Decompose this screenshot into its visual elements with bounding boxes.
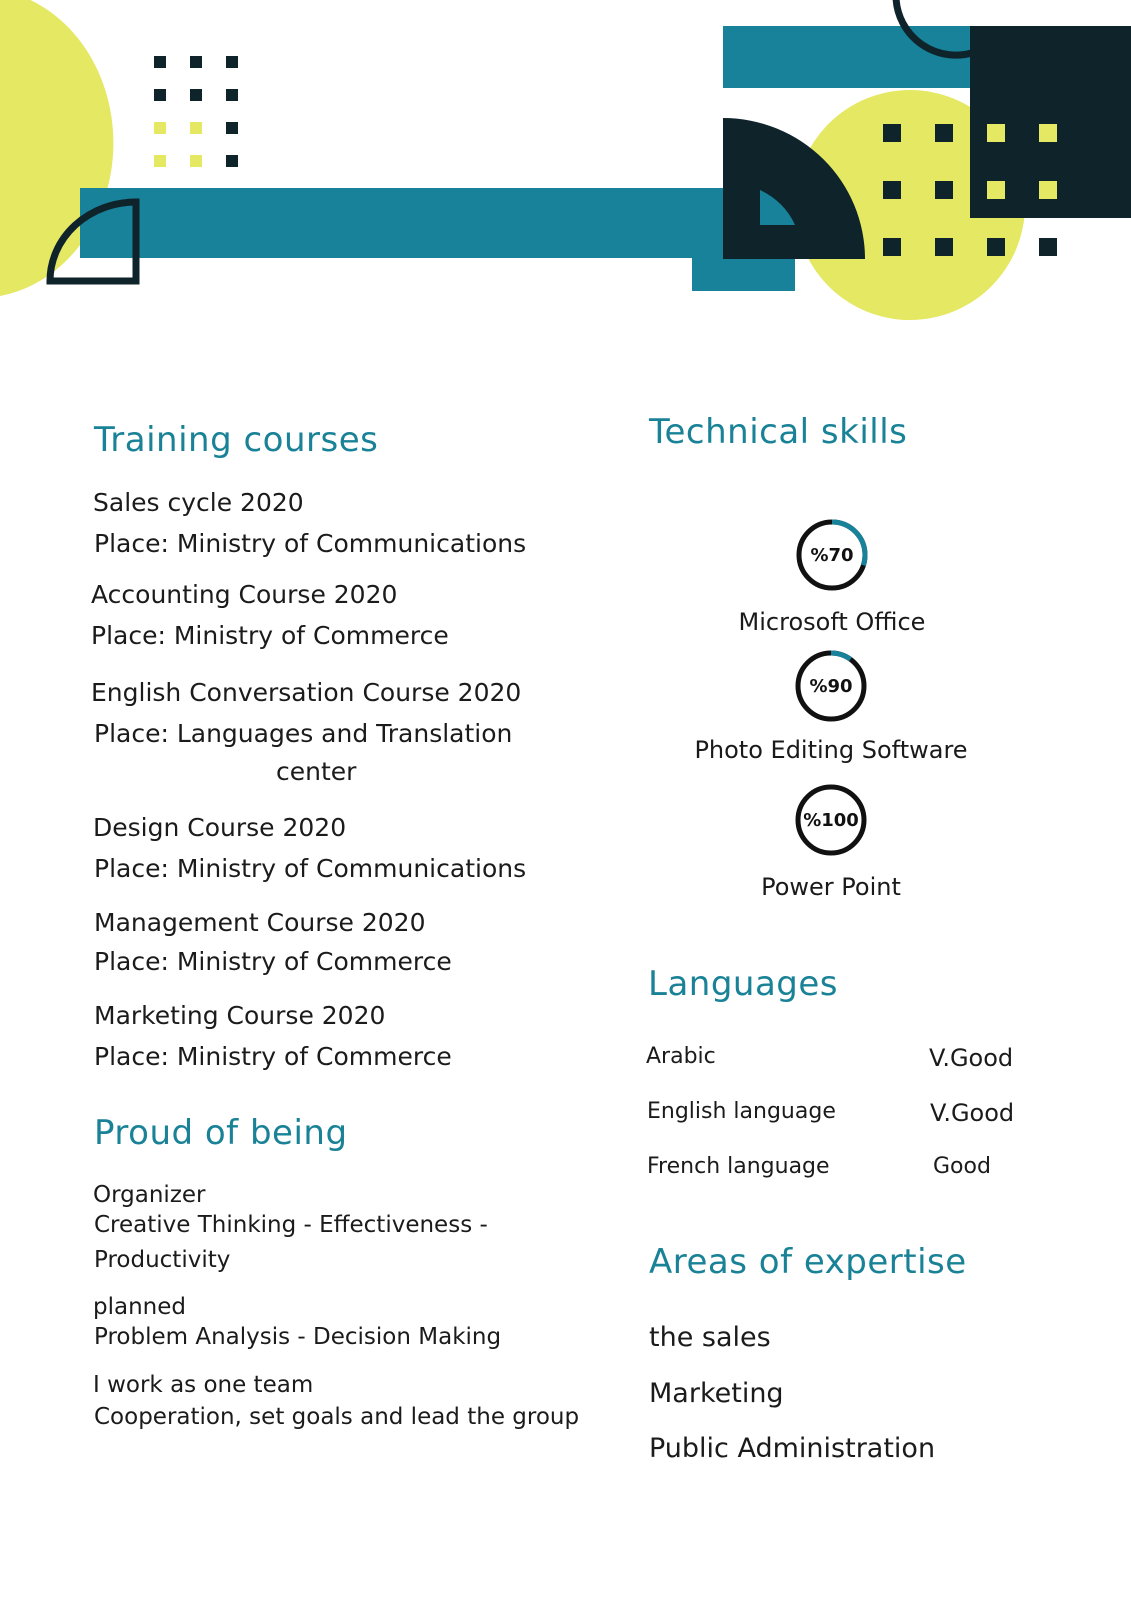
white-strip-right [1080,0,1131,26]
expertise-item-2: Marketing [649,1378,784,1409]
course-2-place: Place: Ministry of Commerce [91,621,449,650]
technical-skills-heading: Technical skills [649,412,908,452]
expertise-heading: Areas of expertise [649,1242,967,1282]
header-decoration [0,0,1131,320]
proud-2-line-1: Problem Analysis - Decision Making [94,1324,502,1350]
proud-1-line-2: Productivity [94,1247,231,1273]
skill-2-name: Photo Editing Software [694,736,968,764]
dot-grid-left [154,56,238,167]
skill-3-name: Power Point [761,873,901,901]
language-2-name: English language [647,1099,836,1124]
expertise-item-1: the sales [649,1322,771,1353]
language-3-level: Good [933,1154,991,1179]
course-4-name: Design Course 2020 [93,813,347,842]
course-6-place: Place: Ministry of Commerce [94,1042,452,1071]
teal-bar-top-right [723,26,973,88]
course-5-name: Management Course 2020 [94,908,426,937]
course-5-place: Place: Ministry of Commerce [94,947,452,976]
proud-1-name: Organizer [93,1182,206,1208]
language-1-name: Arabic [646,1044,716,1069]
course-1-place: Place: Ministry of Communications [94,529,527,558]
skill-1-percent: %70 [810,544,854,566]
skill-1-ring [795,518,869,592]
skill-2-percent: %90 [809,675,853,697]
skill-3-ring [794,783,868,857]
course-6-name: Marketing Course 2020 [94,1001,386,1030]
course-2-name: Accounting Course 2020 [91,580,398,609]
course-1-name: Sales cycle 2020 [93,488,304,517]
language-2-level: V.Good [930,1099,1015,1127]
proud-heading: Proud of being [94,1113,348,1153]
language-1-level: V.Good [929,1044,1014,1072]
proud-3-line-1: Cooperation, set goals and lead the group [94,1404,580,1430]
training-courses-heading: Training courses [94,420,379,460]
proud-1-line-1: Creative Thinking - Effectiveness - [94,1212,488,1238]
skill-2-ring [794,649,868,723]
skill-3-percent: %100 [803,809,859,831]
course-3-place: Place: Languages and Translation [94,719,513,748]
course-3-place-cont: center [276,757,357,786]
proud-2-name: planned [93,1294,186,1320]
expertise-item-3: Public Administration [649,1433,936,1464]
skill-1-name: Microsoft Office [738,608,926,636]
course-3-name: English Conversation Course 2020 [91,678,522,707]
language-3-name: French language [647,1154,830,1179]
course-4-place: Place: Ministry of Communications [94,854,527,883]
proud-3-name: I work as one team [93,1372,314,1398]
languages-heading: Languages [648,964,839,1004]
